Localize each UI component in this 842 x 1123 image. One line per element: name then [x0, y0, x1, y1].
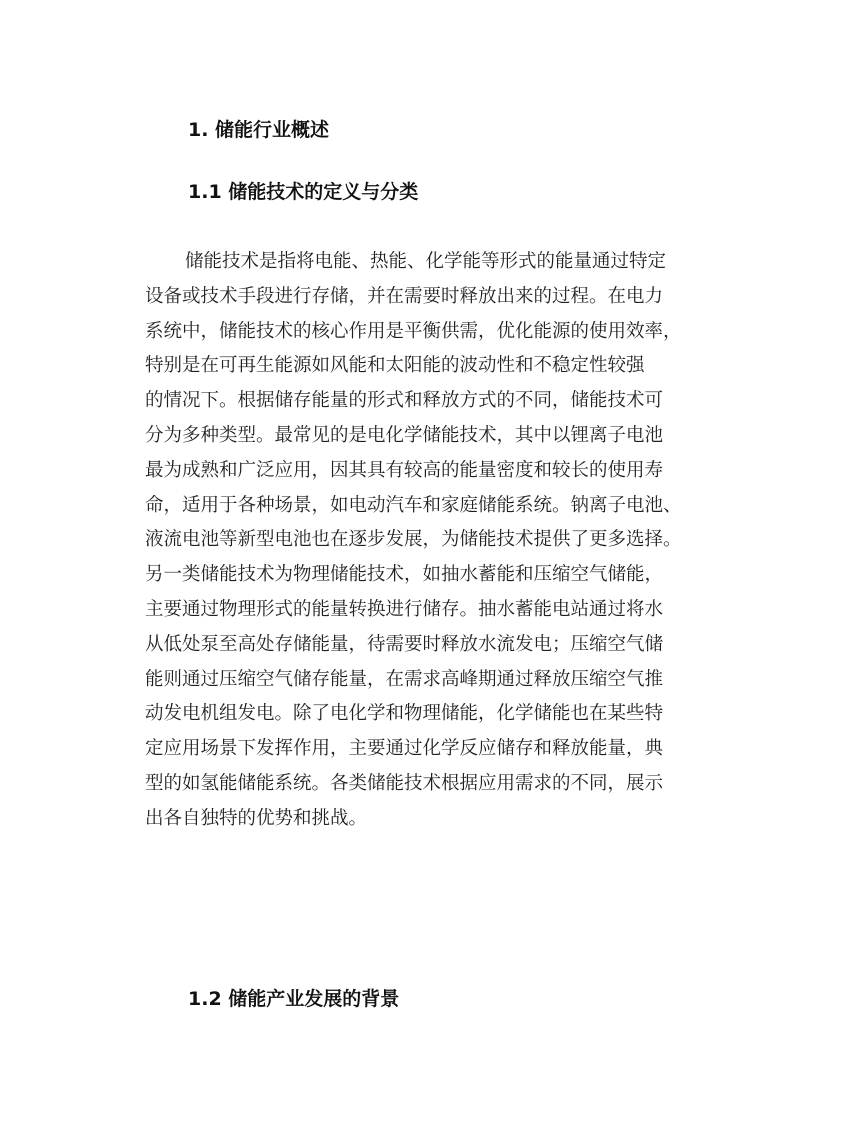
paragraph-line: 从低处泵至高处存储能量，待需要时释放水流发电；压缩空气储: [145, 633, 664, 655]
paragraph-line: 出各自独特的优势和挑战。: [145, 807, 368, 829]
paragraph-line: 定应用场景下发挥作用，主要通过化学反应储存和释放能量，典: [145, 738, 664, 760]
section-heading-1-1: 1.1 储能技术的定义与分类: [188, 181, 419, 203]
paragraph-line: 液流电池等新型电池也在逐步发展，为储能技术提供了更多选择。: [145, 529, 682, 551]
paragraph-line: 分为多种类型。最常见的是电化学储能技术，其中以锂离子电池: [145, 424, 664, 446]
paragraph-line: 命，适用于各种场景，如电动汽车和家庭储能系统。钠离子电池、: [145, 494, 682, 516]
paragraph-line: 系统中，储能技术的核心作用是平衡供需，优化能源的使用效率，: [145, 320, 682, 342]
paragraph-line: 储能技术是指将电能、热能、化学能等形式的能量通过特定: [185, 251, 667, 272]
paragraph-line: 型的如氢能储能系统。各类储能技术根据应用需求的不同，展示: [145, 772, 664, 794]
paragraph-line: 设备或技术手段进行存储，并在需要时释放出来的过程。在电力: [145, 285, 664, 307]
chapter-heading: 1. 储能行业概述: [188, 119, 330, 141]
section-heading-1-2: 1.2 储能产业发展的背景: [188, 988, 400, 1010]
paragraph-line: 最为成熟和广泛应用，因其具有较高的能量密度和较长的使用寿: [145, 459, 664, 481]
paragraph-line: 主要通过物理形式的能量转换进行储存。抽水蓄能电站通过将水: [145, 598, 664, 620]
paragraph-line: 能则通过压缩空气储存能量，在需求高峰期通过释放压缩空气推: [145, 668, 664, 690]
paragraph-line: 特别是在可再生能源如风能和太阳能的波动性和不稳定性较强: [145, 355, 645, 377]
paragraph-line: 动发电机组发电。除了电化学和物理储能，化学储能也在某些特: [145, 703, 664, 725]
paragraph-line: 的情况下。根据储存能量的形式和释放方式的不同，储能技术可: [145, 390, 664, 412]
paragraph-line: 另一类储能技术为物理储能技术，如抽水蓄能和压缩空气储能，: [145, 564, 664, 586]
section-1-1-paragraph: [145, 245, 705, 837]
